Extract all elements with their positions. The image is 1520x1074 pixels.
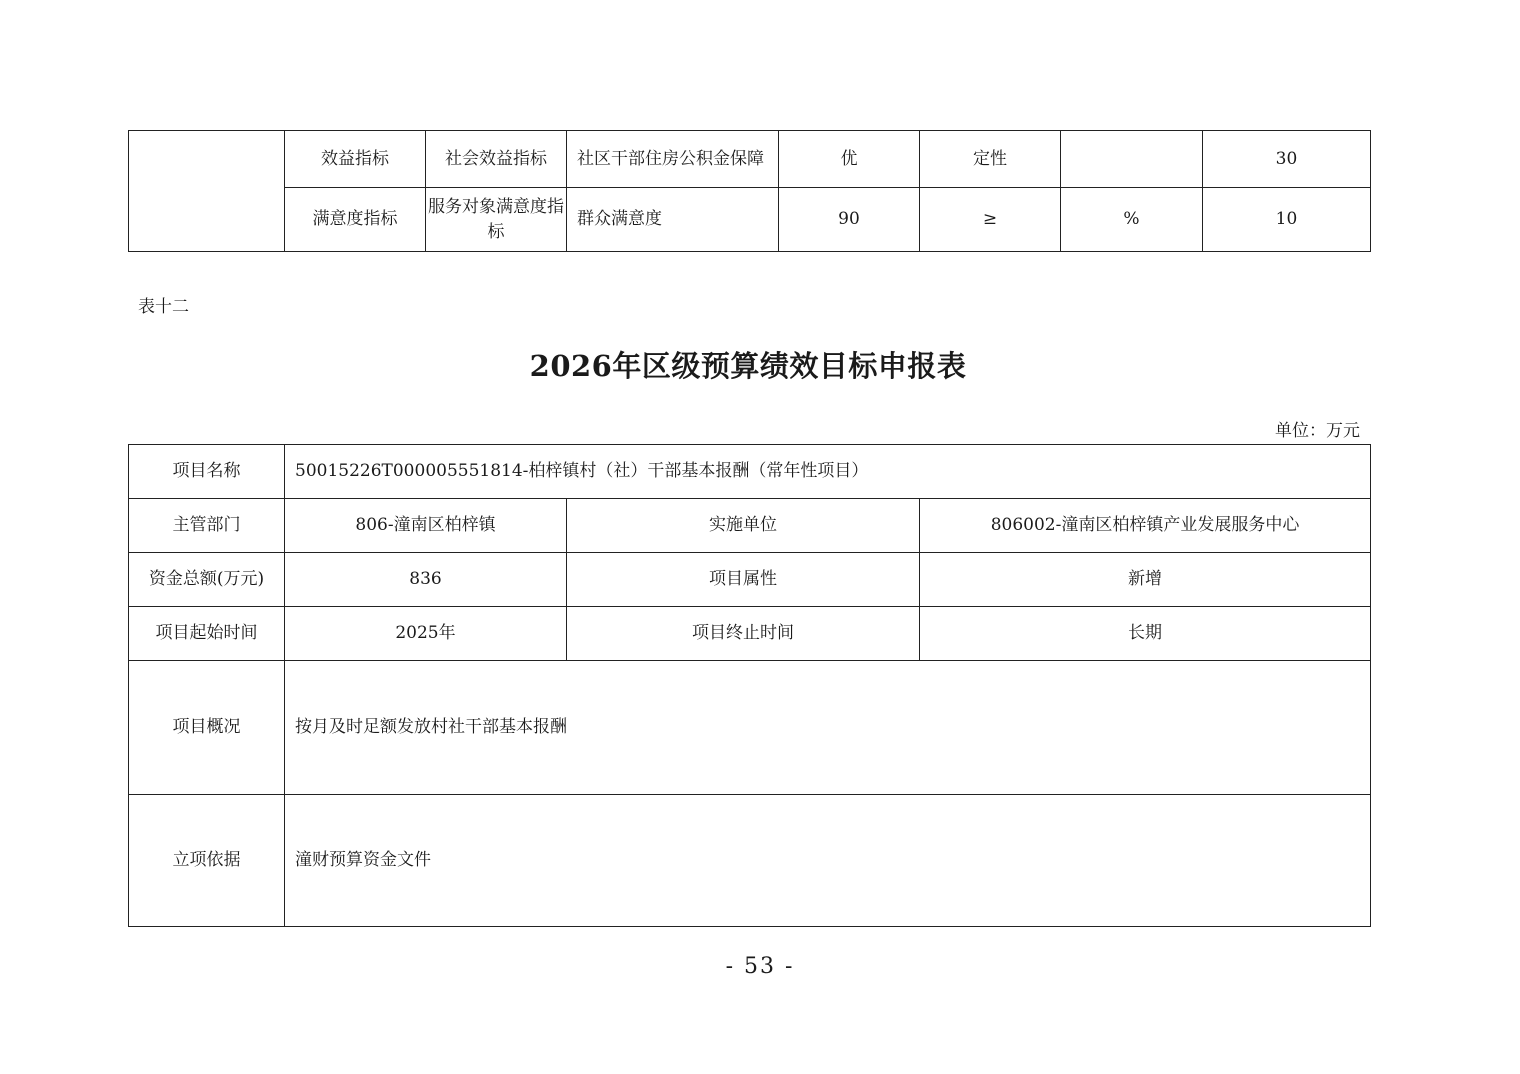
blank-cell (129, 131, 285, 252)
weight-cell: 10 (1203, 188, 1371, 252)
table-row (129, 661, 1371, 795)
fund-total-label: 资金总额(万元) (129, 553, 285, 607)
project-name-value: 50015226T000005551814-柏梓镇村（社）干部基本报酬（常年性项目） (285, 445, 1371, 499)
target-value-cell: 优 (779, 131, 920, 188)
symbol-cell: 定性 (920, 131, 1061, 188)
impl-unit-label: 实施单位 (567, 499, 920, 553)
project-attr-label: 项目属性 (567, 553, 920, 607)
symbol-cell: ≥ (920, 188, 1061, 252)
indicator-level2-cell: 服务对象满意度指标 (426, 188, 567, 252)
weight-cell: 30 (1203, 131, 1371, 188)
table-row (129, 795, 1371, 927)
basis-label: 立项依据 (129, 795, 285, 927)
basis-value: 潼财预算资金文件 (285, 795, 1371, 927)
end-time-label: 项目终止时间 (567, 607, 920, 661)
indicator-level1-cell: 满意度指标 (285, 188, 426, 252)
project-name-label: 项目名称 (129, 445, 285, 499)
indicator-level3-cell: 群众满意度 (567, 188, 779, 252)
project-attr-value: 新增 (920, 553, 1371, 607)
table-row (129, 607, 1371, 661)
table-row (129, 131, 1371, 188)
dept-label: 主管部门 (129, 499, 285, 553)
indicator-level2-cell: 社会效益指标 (426, 131, 567, 188)
end-time-value: 长期 (920, 607, 1371, 661)
page-title: 2026年区级预算绩效目标申报表 (529, 349, 967, 383)
budget-target-table (128, 444, 1371, 927)
table-row (129, 499, 1371, 553)
table-number-label: 表十二 (138, 297, 189, 317)
page-number: - 53 - (725, 954, 795, 979)
start-time-value: 2025年 (285, 607, 567, 661)
table-row (129, 188, 1371, 252)
unit-label: 单位：万元 (1275, 421, 1360, 441)
start-time-label: 项目起始时间 (129, 607, 285, 661)
indicator-level1-cell: 效益指标 (285, 131, 426, 188)
fund-total-value: 836 (285, 553, 567, 607)
table-row (129, 553, 1371, 607)
performance-indicator-table-continued (128, 130, 1371, 252)
dept-value: 806-潼南区柏梓镇 (285, 499, 567, 553)
indicator-level3-cell: 社区干部住房公积金保障 (567, 131, 779, 188)
overview-value: 按月及时足额发放村社干部基本报酬 (285, 661, 1371, 795)
target-value-cell: 90 (779, 188, 920, 252)
unit-cell (1061, 131, 1203, 188)
overview-label: 项目概况 (129, 661, 285, 795)
unit-cell: % (1061, 188, 1203, 252)
impl-unit-value: 806002-潼南区柏梓镇产业发展服务中心 (920, 499, 1371, 553)
table-row (129, 445, 1371, 499)
